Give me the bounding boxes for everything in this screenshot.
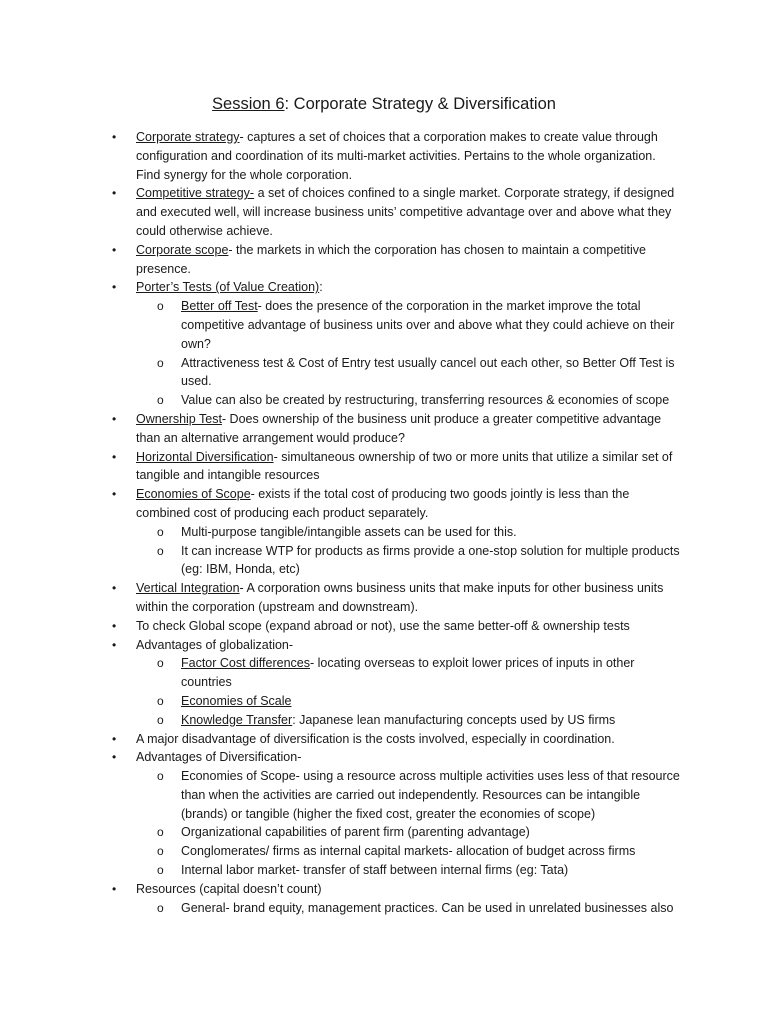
term: Factor Cost differences [181,656,310,671]
bullet-icon: • [112,881,117,896]
bullet-icon: • [112,731,117,746]
definition: - locating overseas to exploit lower prices of inputs in other countries [181,656,635,690]
definition: - the markets in which the corporation has chosen to maintain a competitive presence. [136,242,646,276]
text: Advantages of globalization- [136,637,294,652]
list-item-resources [0,880,768,918]
list-item-porters-tests [0,278,768,410]
list-item-economies-of-scope [0,485,768,579]
list-item-global-scope [0,617,768,636]
title-session: Session 6 [212,95,285,113]
bullet-icon: • [112,487,117,502]
sub-item-economies-of-scale [136,692,682,711]
term: Ownership Test [136,411,222,426]
term: Knowledge Transfer [181,712,293,727]
sub-item-better-off-test [136,297,682,353]
sub-list [136,767,682,880]
definition: - does the presence of the corporation in the market improve the total competitive advantage of business units over and above what they could achieve on their own? [181,299,675,351]
sub-list [136,523,682,579]
circle-bullet-icon: o [157,900,164,915]
list-item-vertical-integration [0,579,768,617]
term: Competitive strategy- [136,186,255,201]
term: Economies of Scope [136,487,251,502]
definition: : Japanese lean manufacturing concepts used by US firms [292,712,616,727]
term: Porter’s Tests (of Value Creation) [136,280,320,295]
circle-bullet-icon: o [157,355,164,370]
text: Resources (capital doesn’t count) [136,881,322,896]
term: Economies of Scale [181,693,292,708]
term: Horizontal Diversification [136,449,274,464]
circle-bullet-icon: o [157,693,164,708]
sub-item-value-creation [136,391,682,410]
list-item-competitive-strategy [0,184,768,240]
definition: - exists if the total cost of producing two goods jointly is less than the combined cost of producing each product separately. [136,487,630,520]
bullet-icon: • [112,130,117,144]
list-item-horizontal-diversification [0,448,768,486]
page-title [0,94,768,114]
circle-bullet-icon: o [157,825,164,840]
sub-list [136,297,682,410]
text: Attractiveness test & Cost of Entry test usually cancel out each other, so Better Off Test is used. [181,355,675,389]
bullet-icon: • [112,618,117,633]
definition: : [319,280,323,295]
sub-list [136,654,682,729]
sub-item-multi-purpose [136,523,682,542]
definition: - A corporation owns business units that make inputs for other business units within the corporation (upstream and downstream). [136,581,664,614]
list-item-major-disadvantage [0,730,768,749]
text: Conglomerates/ firms as internal capital markets- allocation of budget across firms [181,844,636,859]
bullet-icon: • [112,186,117,201]
bullet-icon: • [112,581,117,596]
circle-bullet-icon: o [157,712,164,727]
bullet-icon: • [112,280,117,295]
circle-bullet-icon: o [157,863,164,878]
sub-item-wtp [136,542,682,580]
definition: a set of choices confined to a single market. Corporate strategy, if designed and executed well, will increase business units’ competitive advantage over and above what they could otherwise achieve. [136,186,675,238]
list-item-advantages-globalization [0,636,768,730]
text: Economies of Scope- using a resource across multiple activities uses less of that resource than when the activities are carried out independently. Resources can be intangible (brands) or tangible (higher the fixed cost, greater the economies of scope) [181,769,680,821]
sub-item-factor-cost [136,654,682,692]
term: Corporate scope [136,242,229,257]
circle-bullet-icon: o [157,769,164,784]
text: A major disadvantage of diversification is the costs involved, especially in coordination. [136,731,615,746]
circle-bullet-icon: o [157,543,164,558]
circle-bullet-icon: o [157,844,164,859]
sub-item-attractiveness [136,354,682,392]
title-rest: : Corporate Strategy & Diversification [284,95,556,113]
list-item-ownership-test [0,410,768,448]
bullet-icon: • [112,637,117,652]
definition: - captures a set of choices that a corporation makes to create value through configuration and coordination of its multi-market activities. Pertains to the whole organization. Find synergy for the whole corporation. [136,130,658,182]
bullet-icon: • [112,750,117,765]
list-item-advantages-diversification [0,748,768,880]
text: Multi-purpose tangible/intangible assets can be used for this. [181,524,517,539]
list-item-corporate-strategy [0,128,768,184]
bullet-icon: • [112,242,117,257]
sub-item-org-capabilities [136,823,682,842]
sub-item-economies-of-scope [136,767,682,823]
sub-item-knowledge-transfer [136,711,682,730]
notes-list [0,128,768,917]
sub-item-general [136,899,682,918]
bullet-icon: • [112,411,117,426]
text: General- brand equity, management practices. Can be used in unrelated businesses also [181,900,674,915]
circle-bullet-icon: o [157,299,164,314]
circle-bullet-icon: o [157,393,164,408]
term: Corporate strategy [136,130,240,144]
circle-bullet-icon: o [157,524,164,539]
text: Advantages of Diversification- [136,750,302,765]
text: Internal labor market- transfer of staff between internal firms (eg: Tata) [181,863,569,878]
sub-item-conglomerates [136,842,682,861]
bullet-icon: • [112,449,117,464]
text: To check Global scope (expand abroad or not), use the same better-off & ownership tests [136,618,630,633]
circle-bullet-icon: o [157,656,164,671]
text: It can increase WTP for products as firms provide a one-stop solution for multiple products (eg: IBM, Honda, etc) [181,543,680,577]
term: Better off Test [181,299,258,314]
definition: - Does ownership of the business unit produce a greater competitive advantage than an alternative arrangement would produce? [136,411,662,445]
list-item-corporate-scope [0,241,768,279]
term: Vertical Integration [136,581,240,596]
sub-list [136,899,682,918]
text: Value can also be created by restructuring, transferring resources & economies of scope [181,393,670,408]
definition: - simultaneous ownership of two or more units that utilize a similar set of tangible and intangible resources [136,449,673,483]
text: Organizational capabilities of parent firm (parenting advantage) [181,825,530,840]
sub-item-internal-labor [136,861,682,880]
